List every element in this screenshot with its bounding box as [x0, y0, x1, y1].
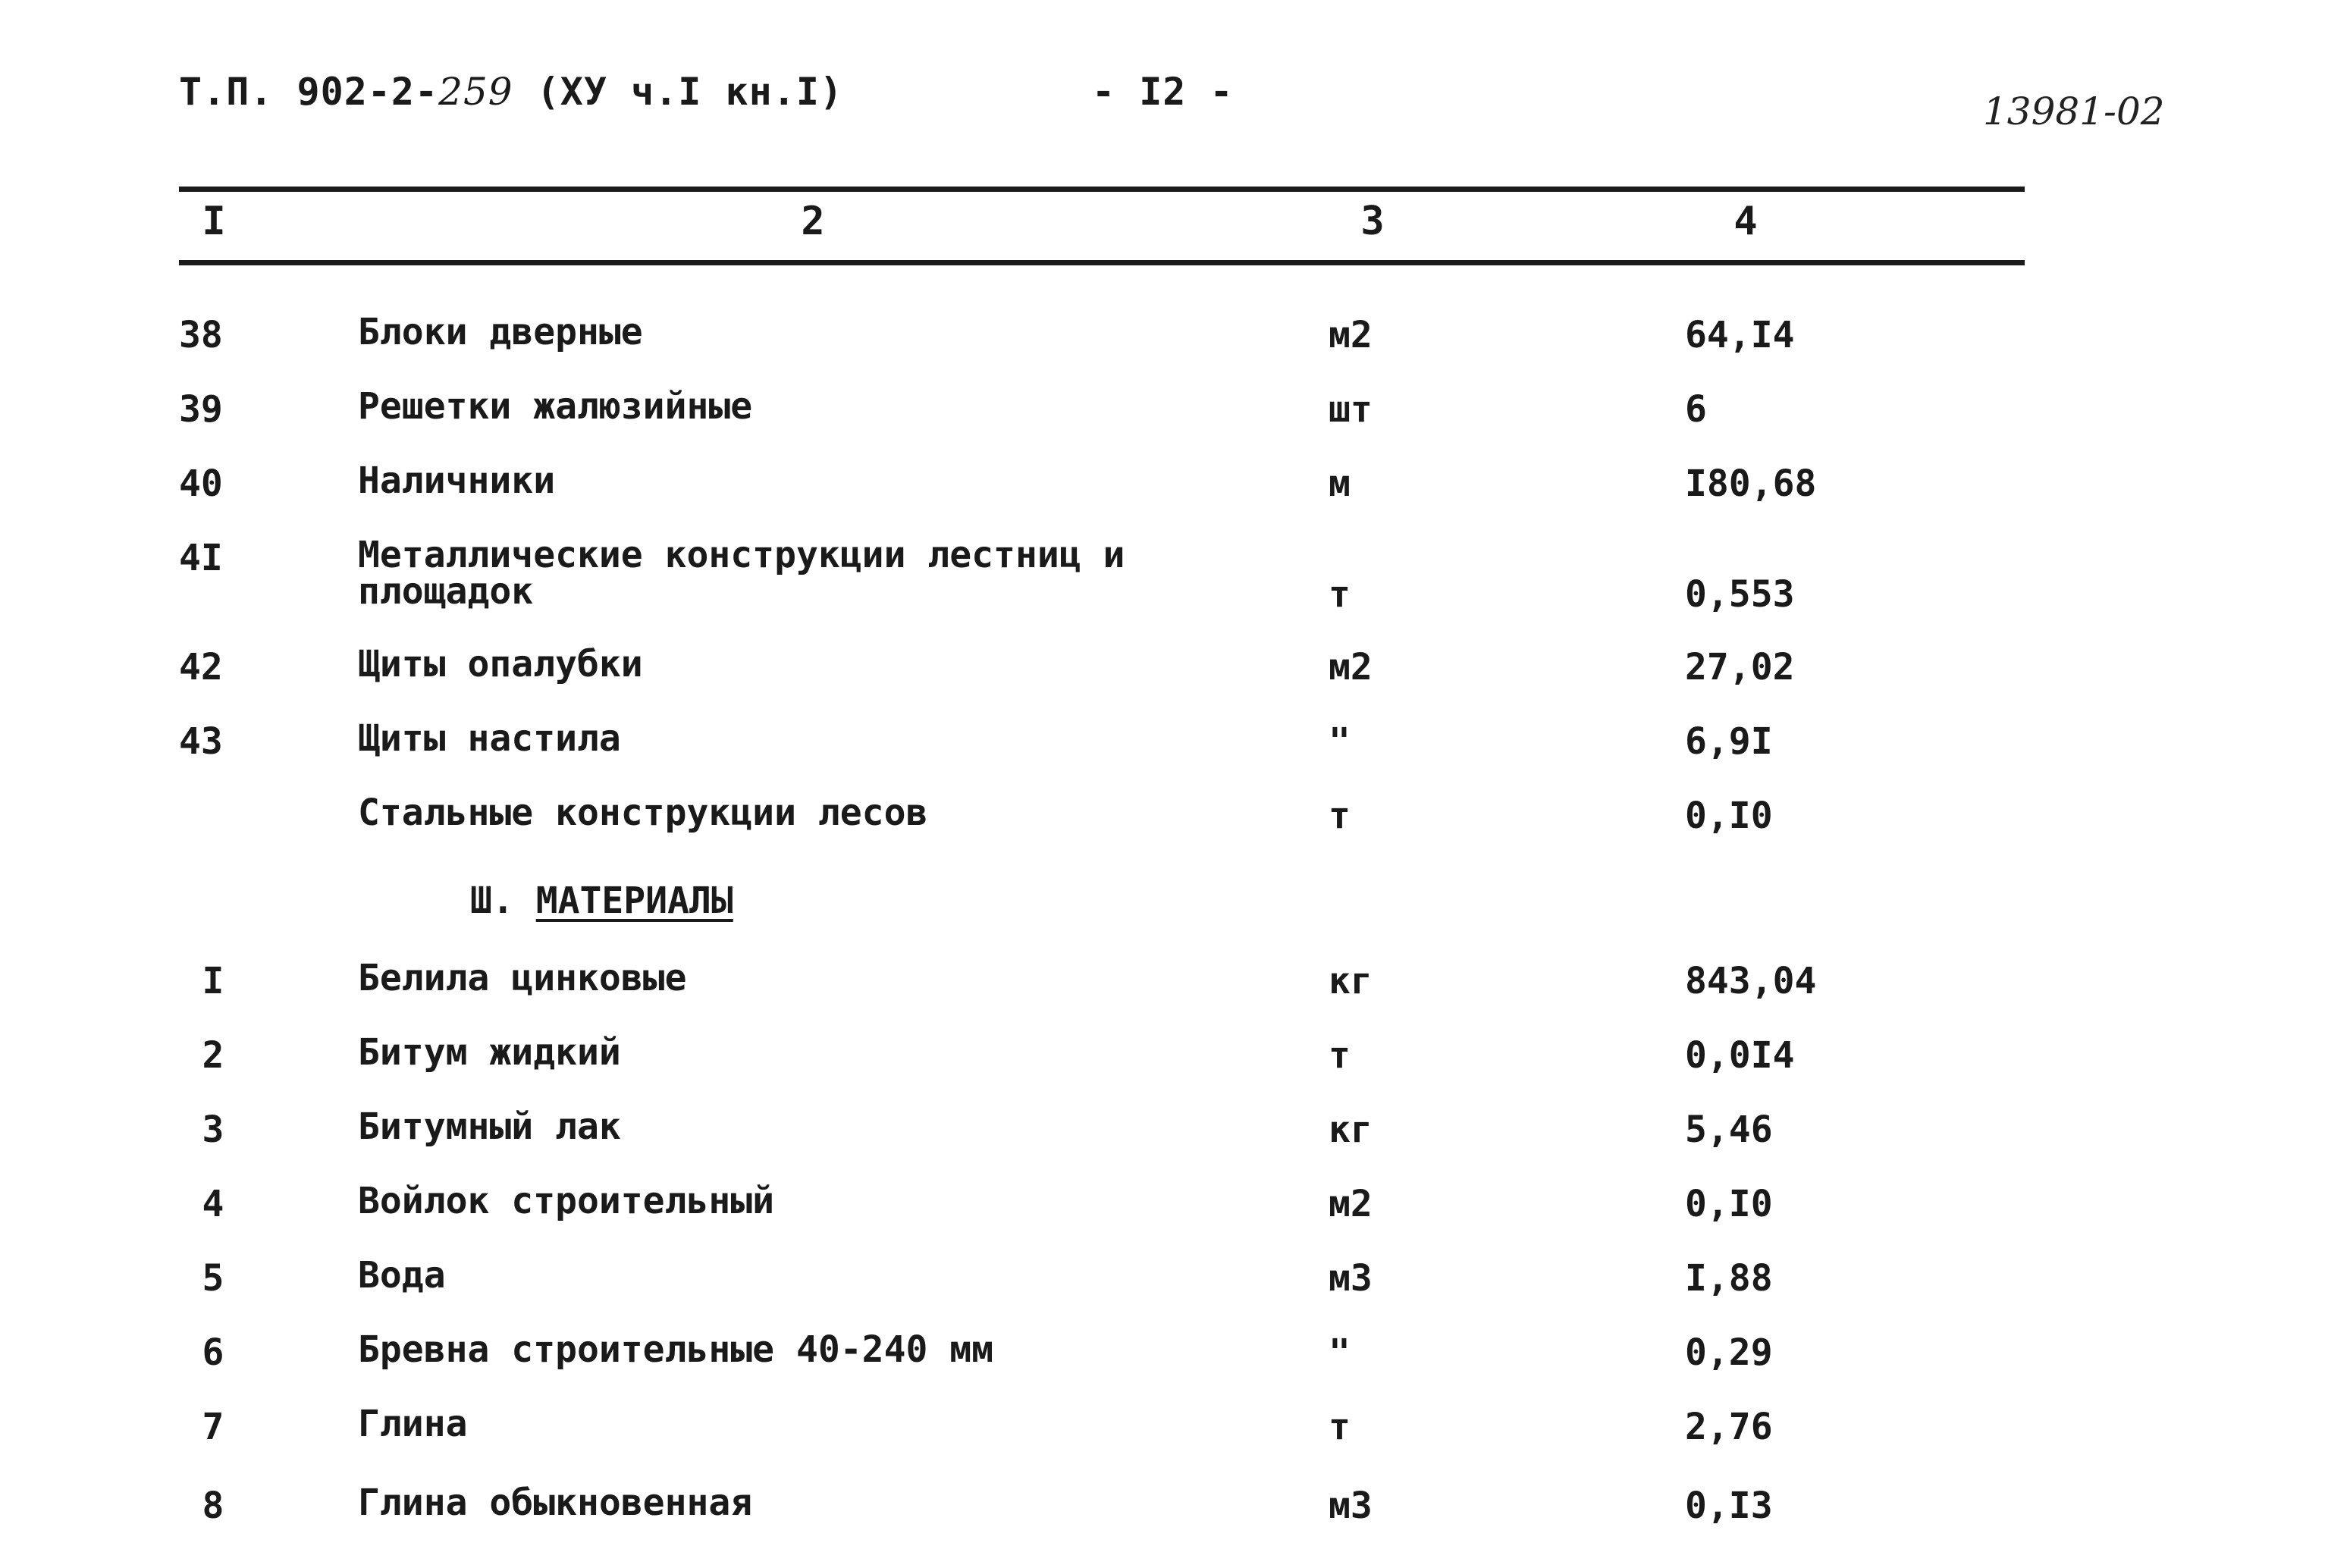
code-suffix: (ХУ ч.I кн.I) — [536, 70, 844, 114]
row-unit: м2 — [1329, 1183, 1373, 1225]
table-row — [0, 717, 2328, 766]
row-number: 38 — [179, 314, 223, 356]
row-unit: м — [1329, 463, 1351, 505]
row-quantity: I80,68 — [1685, 463, 1817, 505]
table-row — [0, 1105, 2328, 1154]
row-number: 42 — [179, 646, 223, 688]
table-row — [0, 385, 2328, 434]
code-prefix: Т.П. 902-2- — [179, 70, 439, 114]
row-unit: м3 — [1329, 1257, 1373, 1300]
row-quantity: 6 — [1685, 388, 1707, 431]
table-row — [0, 643, 2328, 691]
row-name: Блоки дверные — [358, 311, 643, 353]
row-quantity: I,88 — [1685, 1257, 1773, 1300]
table-row — [0, 311, 2328, 359]
row-name: Стальные конструкции лесов — [358, 792, 928, 834]
table-row — [0, 1403, 2328, 1451]
row-number: 5 — [202, 1257, 224, 1300]
row-number: 4 — [202, 1183, 224, 1225]
row-number: 3 — [202, 1109, 224, 1151]
table-row — [0, 792, 2328, 840]
row-unit: м3 — [1329, 1485, 1373, 1527]
row-unit: кг — [1329, 960, 1373, 1002]
row-name: Битумный лак — [358, 1105, 621, 1148]
row-unit: м2 — [1329, 314, 1373, 356]
row-number: 4I — [179, 537, 223, 579]
row-number: 6 — [202, 1331, 224, 1374]
row-quantity: 64,I4 — [1685, 314, 1795, 356]
row-name: Войлок строительный — [358, 1180, 775, 1222]
row-unit: " — [1329, 720, 1351, 763]
table-row — [0, 1180, 2328, 1228]
row-quantity: 0,I0 — [1685, 795, 1773, 837]
row-number: 40 — [179, 463, 223, 505]
row-name: Решетки жалюзийные — [358, 385, 753, 428]
row-quantity: 6,9I — [1685, 720, 1773, 763]
row-number: 39 — [179, 388, 223, 431]
row-number: 2 — [202, 1034, 224, 1077]
row-name: Металлические конструкции лестниц и площадок — [358, 534, 1125, 613]
row-name: Вода — [358, 1254, 446, 1297]
table-header-rule — [179, 260, 2025, 265]
table-row — [0, 459, 2328, 508]
row-unit: м2 — [1329, 646, 1373, 688]
row-quantity: 0,I0 — [1685, 1183, 1773, 1225]
row-quantity: 843,04 — [1685, 960, 1817, 1002]
row-name: Щиты опалубки — [358, 643, 643, 685]
column-header-4: 4 — [1733, 199, 1758, 244]
row-quantity: 2,76 — [1685, 1406, 1773, 1448]
row-quantity: 0,0I4 — [1685, 1034, 1795, 1077]
reference-number: 13981-02 — [1983, 89, 2165, 133]
row-name: Наличники — [358, 459, 556, 502]
row-unit: т — [1329, 1406, 1351, 1448]
table-row — [0, 1254, 2328, 1303]
column-header-2: 2 — [801, 199, 825, 244]
row-unit: т — [1329, 573, 1351, 616]
code-handwritten: 259 — [438, 70, 513, 114]
row-unit: кг — [1329, 1109, 1373, 1151]
row-quantity: 27,02 — [1685, 646, 1795, 688]
row-number: 7 — [202, 1406, 224, 1448]
table-row — [0, 1482, 2328, 1530]
row-name: Щиты настила — [358, 717, 621, 760]
row-unit: т — [1329, 795, 1351, 837]
section-numeral: Ш. — [470, 880, 514, 922]
row-unit: " — [1329, 1331, 1351, 1374]
table-row — [0, 1031, 2328, 1080]
column-header-3: 3 — [1360, 199, 1385, 244]
row-number: 8 — [202, 1485, 224, 1527]
row-name: Глина — [358, 1403, 468, 1445]
row-name: Белила цинковые — [358, 957, 687, 999]
row-name: Битум жидкий — [358, 1031, 621, 1074]
row-number: 43 — [179, 720, 223, 763]
row-quantity: 5,46 — [1685, 1109, 1773, 1151]
row-quantity: 0,I3 — [1685, 1485, 1773, 1527]
document-code — [179, 70, 843, 114]
table-top-rule — [179, 187, 2025, 192]
table-row — [0, 534, 2328, 616]
row-quantity: 0,29 — [1685, 1331, 1773, 1374]
section-title: МАТЕРИАЛЫ — [535, 880, 733, 922]
table-row — [0, 957, 2328, 1005]
table-row — [0, 1328, 2328, 1377]
page-number: - I2 - — [1092, 70, 1234, 114]
section-heading — [470, 880, 733, 922]
row-unit: т — [1329, 1034, 1351, 1077]
row-name: Глина обыкновенная — [358, 1482, 753, 1524]
row-quantity: 0,553 — [1685, 573, 1795, 616]
row-number: I — [202, 960, 224, 1002]
row-unit: шт — [1329, 388, 1373, 431]
row-name: Бревна строительные 40-240 мм — [358, 1328, 994, 1371]
column-header-1: I — [202, 199, 226, 244]
